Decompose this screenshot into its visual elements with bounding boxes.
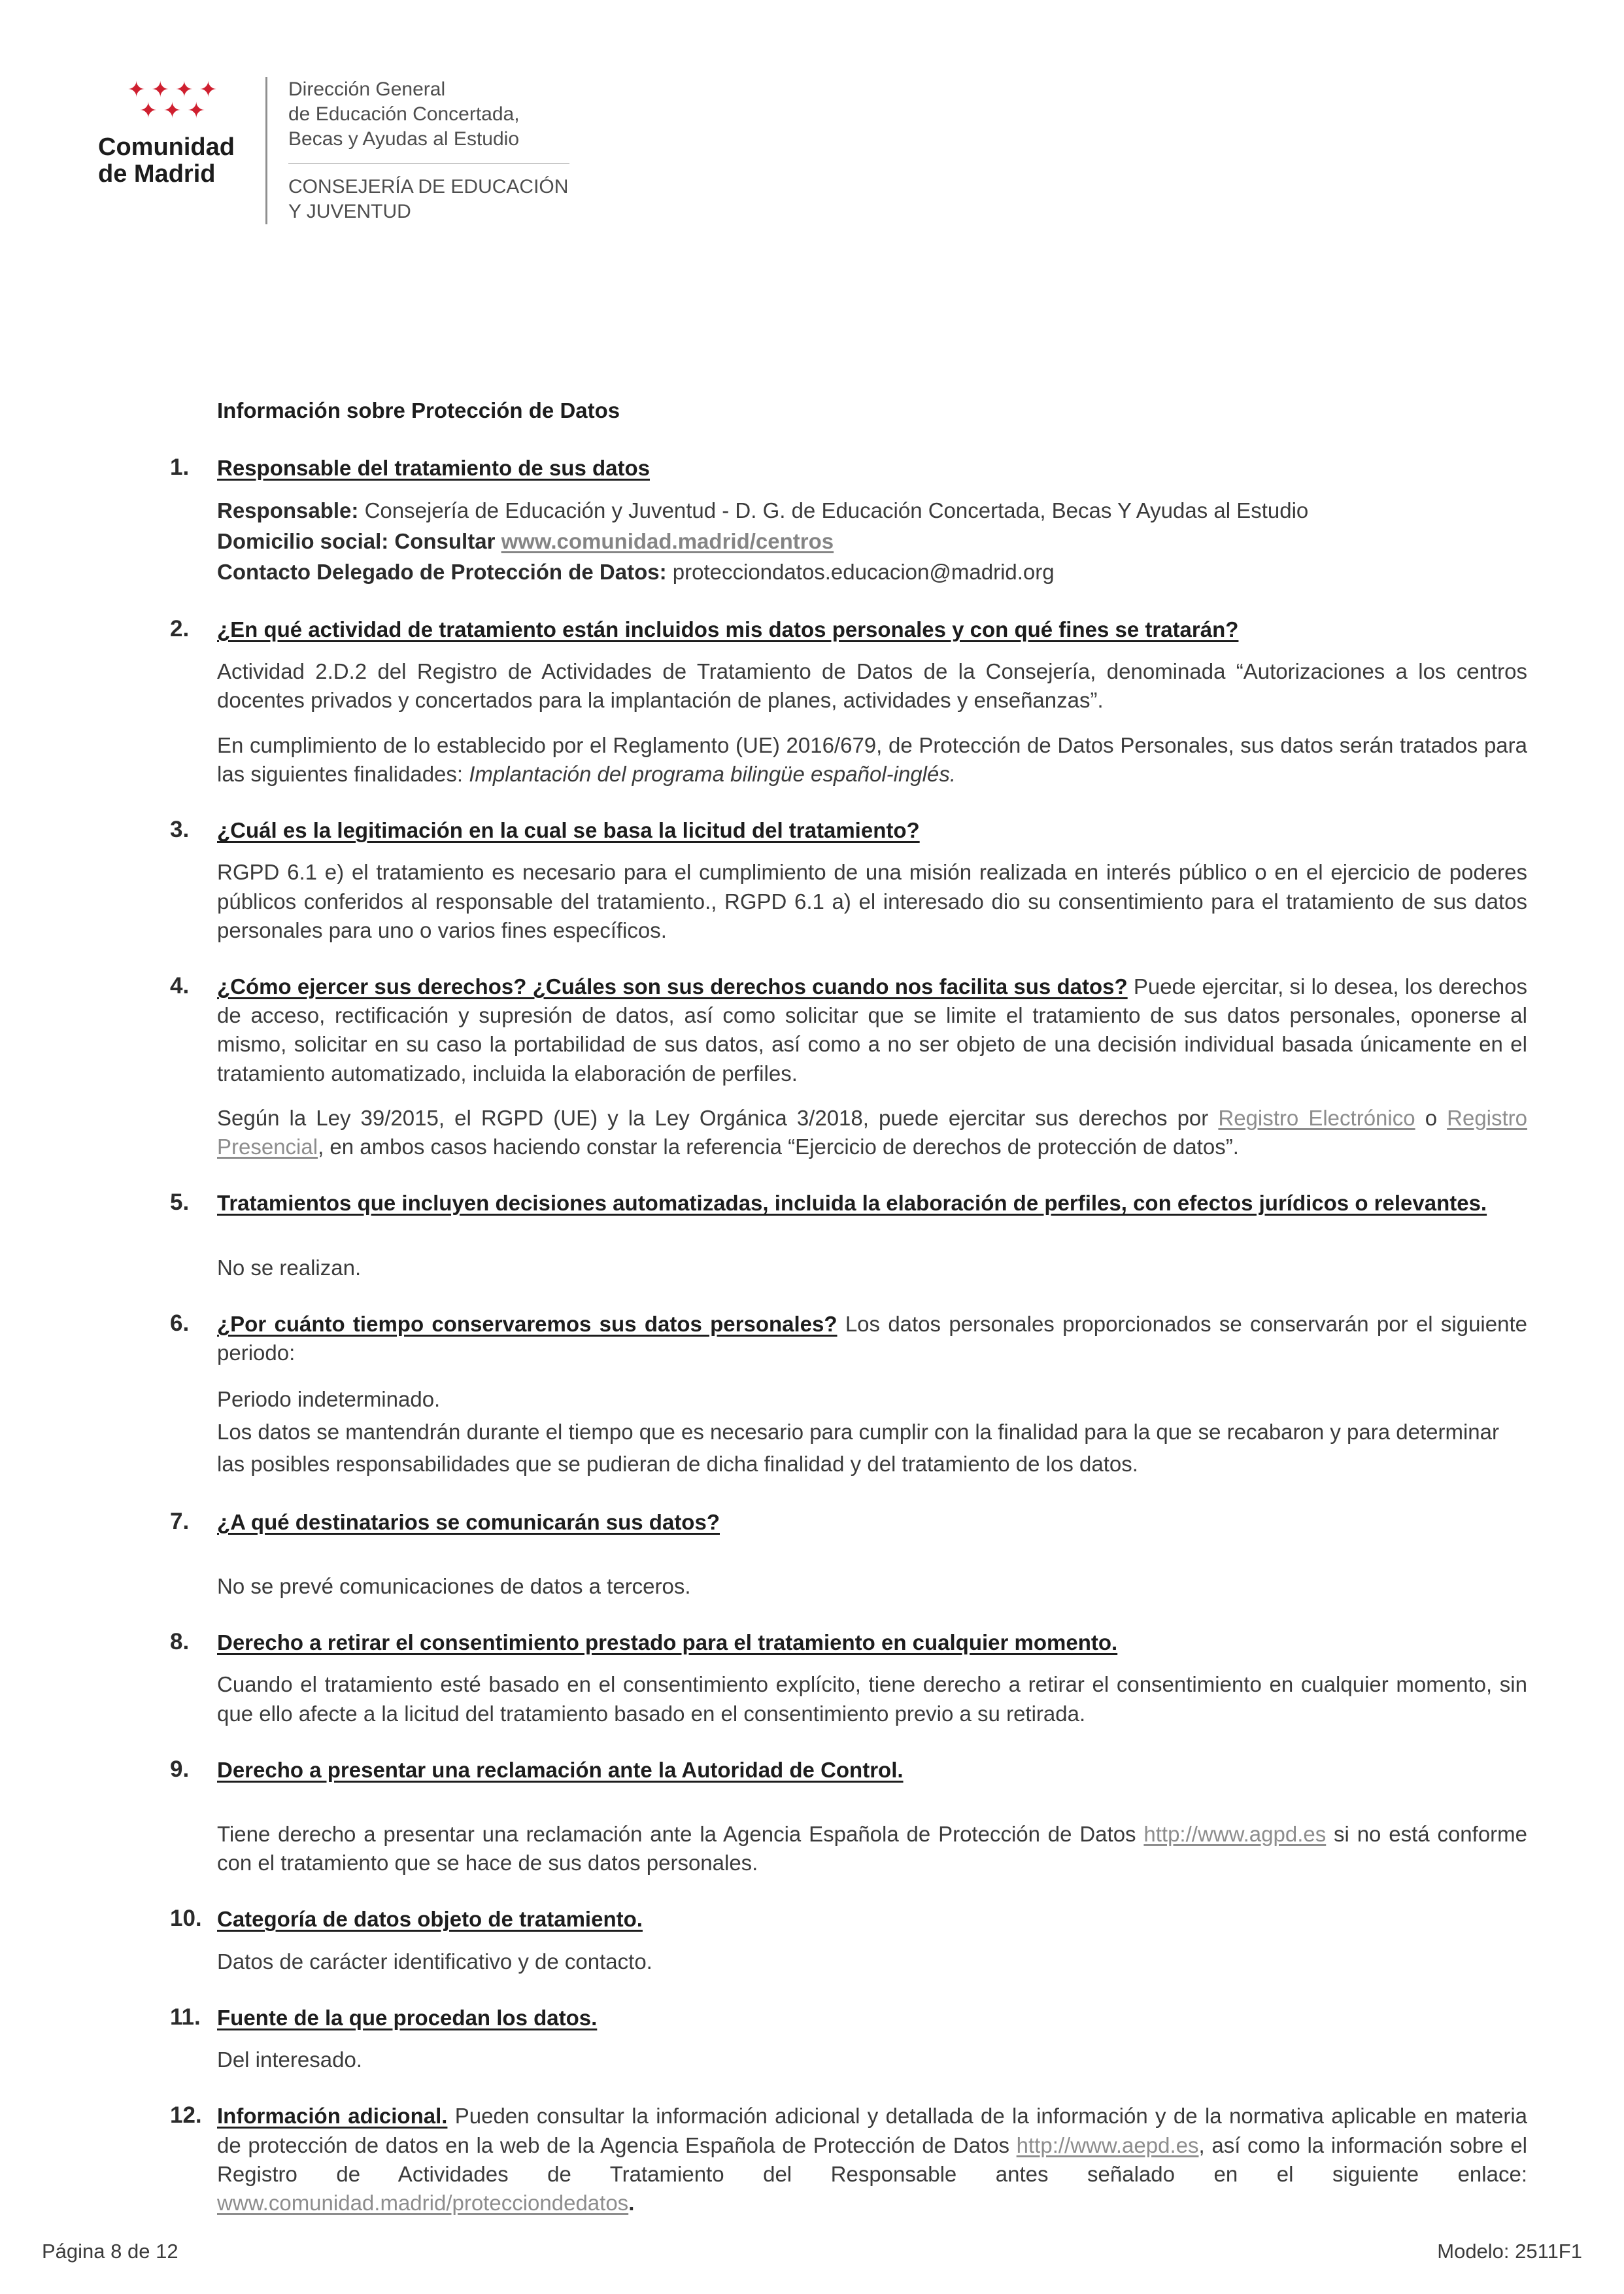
section-8-heading: Derecho a retirar el consentimiento prestado para el tratamiento en cualquier momento. <box>217 1630 1118 1655</box>
section-5 <box>170 1189 1527 1282</box>
adicional-text: Pueden consultar la información adicional y detallada de la información y de la normativa aplicable en materia de protección de datos en la web de la Agencia Española de Protección de Datos <box>217 2104 1528 2157</box>
section-7-heading: ¿A qué destinatarios se comunicarán sus datos? <box>217 1509 720 1534</box>
contacto-line <box>217 557 1527 588</box>
section-7-number: 7. <box>170 1508 190 1534</box>
header-text <box>288 76 569 224</box>
aepd-link[interactable]: http://www.aepd.es <box>1016 2132 1199 2157</box>
contacto-label: Contacto Delegado de Protección de Datos: <box>217 560 667 585</box>
section-11-heading: Fuente de la que procedan los datos. <box>217 2005 598 2030</box>
section-5-heading: Tratamientos que incluyen decisiones automatizadas, incluida la elaboración de perfiles, con efectos jurídicos o relevantes. <box>217 1191 1487 1216</box>
domicilio-label: Domicilio social: Consultar <box>217 529 496 554</box>
section-2 <box>170 615 1527 789</box>
final-period: . <box>628 2190 635 2215</box>
referencia-text: , en ambos casos haciendo constar la referencia “Ejercicio de derechos de protección de datos”. <box>318 1135 1239 1159</box>
section-1-heading: Responsable del tratamiento de sus datos <box>217 456 650 481</box>
section-1-paragraph <box>217 496 1527 588</box>
mantenimiento-text: Los datos se mantendrán durante el tiempo que es necesario para cumplir con la finalidad para la que se recabaron y para determinar las posibles responsabilidades que se pudieran de dicha finalidad y del tratamiento de los datos. <box>217 1419 1500 1477</box>
document-header <box>98 76 569 224</box>
model-code: Modelo: 2511F1 <box>1437 2240 1582 2263</box>
registro-presencial-link[interactable]: Registro Presencial <box>217 1105 1528 1159</box>
header-divider <box>265 77 267 224</box>
ley-text: Según la Ley 39/2015, el RGPD (UE) y la Ley Orgánica 3/2018, puede ejercitar sus derechos por <box>217 1105 1209 1130</box>
section-3 <box>170 816 1527 945</box>
section-11-paragraph: Del interesado. <box>217 2047 362 2072</box>
section-9-heading: Derecho a presentar una reclamación ante la Autoridad de Control. <box>217 1757 904 1782</box>
section-10-number: 10. <box>170 1906 202 1932</box>
section-8-number: 8. <box>170 1629 190 1655</box>
section-6 <box>170 1310 1527 1481</box>
directorate-line3: Becas y Ayudas al Estudio <box>288 128 519 150</box>
contacto-value: protecciondatos.educacion@madrid.org <box>672 560 1055 585</box>
registro-actividades-text: , así como la información sobre el Registro de Actividades de Tratamiento del Responsable antes señalado en el siguiente enlace: <box>217 2132 1528 2186</box>
section-3-heading: ¿Cuál es la legitimación en la cual se basa la licitud del tratamiento? <box>217 818 920 843</box>
section-10-paragraph: Datos de carácter identificativo y de contacto. <box>217 1949 652 1974</box>
periodo-text: Periodo indeterminado. <box>217 1387 441 1412</box>
section-6-heading: ¿Por cuánto tiempo conservaremos sus datos personales? <box>217 1311 837 1336</box>
council-line1: CONSEJERÍA DE EDUCACIÓN <box>288 176 569 198</box>
section-1 <box>170 454 1527 588</box>
flag-stars-icon <box>98 78 252 121</box>
section-4-heading: ¿Cómo ejercer sus derechos? ¿Cuáles son sus derechos cuando nos facilita sus datos? <box>217 974 1128 999</box>
section-9-paragraph <box>217 1820 1527 1877</box>
derechos-text: Puede ejercitar, si lo desea, los derechos de acceso, rectificación y supresión de datos, así como solicitar que se limite el tratamiento de sus datos personales, oponerse al mismo, solicitar en su caso la portabilidad de sus datos, así como a no ser objeto de una decisión individual basada únicamente en el tratamiento automatizado, incluida la elaboración de perfiles. <box>217 974 1527 1086</box>
section-11-number: 11. <box>170 2004 201 2030</box>
section-10 <box>170 1905 1527 1976</box>
document-body <box>170 396 1527 2245</box>
section-2-paragraph-1: Actividad 2.D.2 del Registro de Actividades de Tratamiento de Datos de la Consejería, denominada “Autorizaciones a los centros docentes privados y concertados para la implantación de planes, actividades y enseñanzas”. <box>217 659 1527 713</box>
section-4 <box>170 972 1527 1161</box>
finalidad-italic: Implantación del programa bilingüe español-inglés. <box>469 761 956 786</box>
protecciondedatos-link[interactable]: www.comunidad.madrid/protecciondedatos <box>217 2190 629 2215</box>
responsable-line <box>217 496 1527 526</box>
conforme-text: si no está conforme con el tratamiento que se hace de sus datos personales. <box>217 1821 1528 1875</box>
comunidad-madrid-logo <box>98 76 263 224</box>
section-5-number: 5. <box>170 1190 190 1216</box>
section-9-number: 9. <box>170 1756 190 1782</box>
stars-row-bottom: ✦✦✦ <box>139 97 211 122</box>
section-9 <box>170 1756 1527 1878</box>
logo-wordmark-line2: de Madrid <box>98 160 216 188</box>
directorate-name <box>288 77 569 163</box>
registro-electronico-link[interactable]: Registro Electrónico <box>1218 1105 1415 1130</box>
conservacion-text: Los datos personales proporcionados se conservarán por el siguiente periodo: <box>217 1311 1527 1365</box>
reclamacion-text: Tiene derecho a presentar una reclamación ante la Agencia Española de Protección de Datos <box>217 1821 1136 1846</box>
logo-wordmark <box>98 134 263 188</box>
directorate-line1: Dirección General <box>288 78 446 100</box>
section-6-paragraph-1 <box>217 1310 1527 1367</box>
section-12-paragraph <box>217 2102 1527 2217</box>
agpd-link[interactable]: http://www.agpd.es <box>1143 1821 1327 1846</box>
section-10-heading: Categoría de datos objeto de tratamiento. <box>217 1907 643 1932</box>
section-7-paragraph: No se prevé comunicaciones de datos a terceros. <box>217 1573 691 1598</box>
section-11 <box>170 2004 1527 2074</box>
domicilio-line <box>217 526 1527 557</box>
page-number: Página 8 de 12 <box>42 2240 178 2263</box>
directorate-line2: de Educación Concertada, <box>288 103 520 125</box>
responsable-label: Responsable: <box>217 498 359 523</box>
council-name <box>288 164 569 224</box>
council-line2: Y JUVENTUD <box>288 201 411 223</box>
section-3-paragraph: RGPD 6.1 e) el tratamiento es necesario para el cumplimiento de una misión realizada en interés público o en el ejercicio de poderes públicos conferidos al responsable del tratamiento., RGPD 6.1 a) el interesado dio su consentimiento para el tratamiento de sus datos personales para uno o varios fines específicos. <box>217 860 1527 942</box>
section-2-heading: ¿En qué actividad de tratamiento están incluidos mis datos personales y con qué fines se tratarán? <box>217 617 1239 642</box>
section-12-heading: Información adicional. <box>217 2104 448 2129</box>
section-8 <box>170 1628 1527 1728</box>
centros-link[interactable]: www.comunidad.madrid/centros <box>501 529 834 554</box>
section-4-paragraph-1 <box>217 972 1527 1088</box>
stars-row-top: ✦✦✦✦ <box>127 77 224 101</box>
responsable-value: Consejería de Educación y Juventud - D. G. de Educación Concertada, Becas Y Ayudas al Estudio <box>364 498 1309 523</box>
section-1-number: 1. <box>170 454 190 481</box>
section-8-paragraph: Cuando el tratamiento esté basado en el consentimiento explícito, tiene derecho a retirar el consentimiento en cualquier momento, sin que ello afecte a la licitud del tratamiento basado en el consentimiento previo a su retirada. <box>217 1672 1527 1726</box>
section-6-paragraph-2 <box>217 1383 1527 1481</box>
section-4-number: 4. <box>170 972 190 999</box>
page-title: Información sobre Protección de Datos <box>217 398 620 422</box>
section-2-number: 2. <box>170 616 190 642</box>
section-12 <box>170 2102 1527 2217</box>
section-5-paragraph: No se realizan. <box>217 1255 362 1280</box>
section-6-number: 6. <box>170 1310 190 1336</box>
section-7 <box>170 1508 1527 1601</box>
finalidades-text: En cumplimiento de lo establecido por el Reglamento (UE) 2016/679, de Protección de Datos Personales, sus datos serán tratados para las siguientes finalidades: <box>217 732 1527 786</box>
logo-wordmark-line1: Comunidad <box>98 133 235 162</box>
conjunction-o: o <box>1425 1105 1438 1130</box>
section-4-paragraph-2 <box>217 1104 1527 1161</box>
page-footer <box>42 2238 1582 2265</box>
section-12-number: 12. <box>170 2102 202 2129</box>
section-2-paragraph-2 <box>217 731 1527 789</box>
section-3-number: 3. <box>170 817 190 843</box>
